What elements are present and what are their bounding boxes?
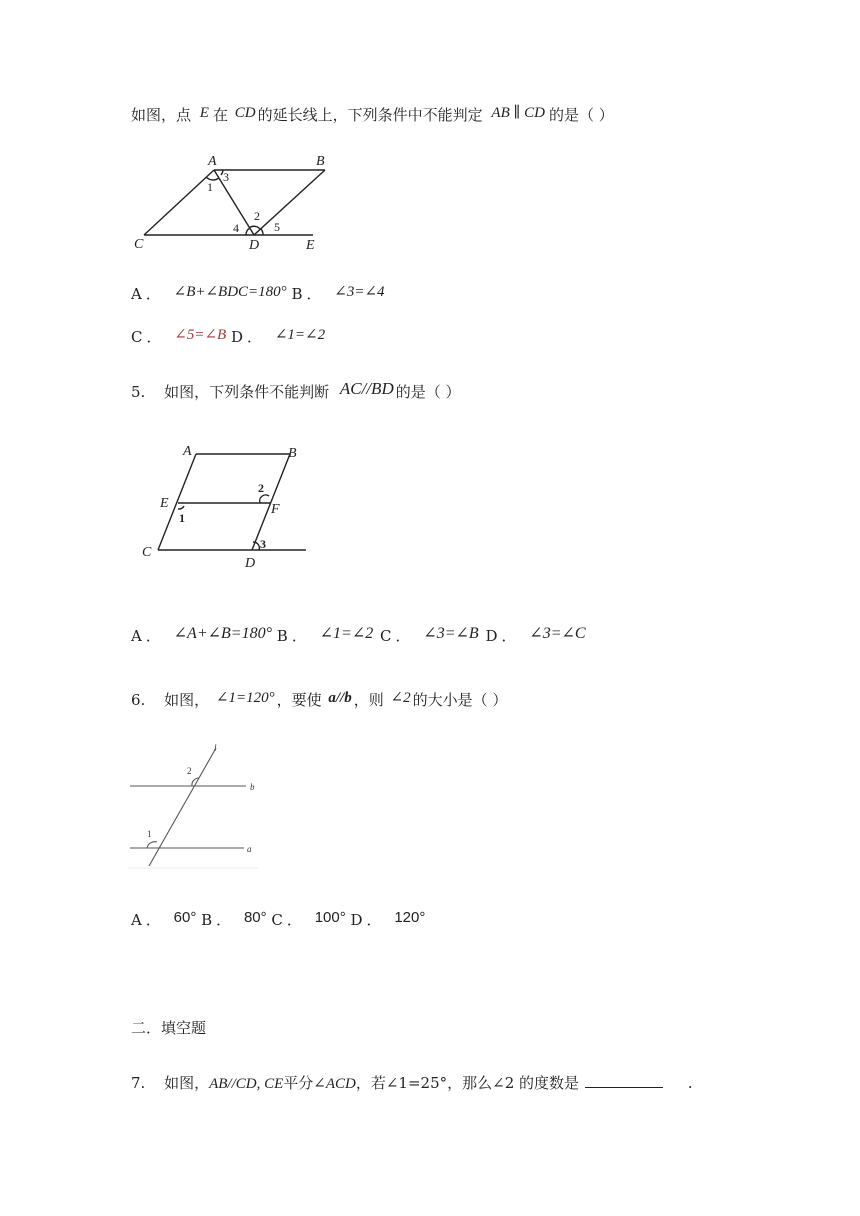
q4-label-1: 1 [207, 180, 213, 194]
q4-figure [128, 150, 338, 252]
q5-label-3: 3 [260, 537, 266, 551]
q4-stem: 如图，点 E 在 CD 的延长线上，下列条件中不能判定 AB ∥ CD 的是（ ） [131, 105, 614, 124]
q5-arc-1 [178, 506, 184, 509]
q6-options: A ． 60° B ． 80° C ． 100° D ． 120° [131, 909, 426, 929]
q4-arc-4 [246, 228, 250, 235]
q6-label-a: a [247, 844, 252, 854]
q4-arc-5 [261, 229, 263, 235]
q4-label-d: D [249, 238, 260, 252]
q5-label-2: 2 [258, 481, 264, 495]
q6-label-l: l [214, 743, 217, 753]
q4-label-e: E [306, 238, 315, 252]
q4-line-bd [254, 170, 325, 235]
q6-label-1: 1 [147, 829, 152, 839]
q4-label-c: C [134, 237, 144, 252]
q5-label-b: B [288, 446, 297, 461]
q4-line-ca [144, 170, 214, 235]
q4-label-4: 4 [233, 221, 239, 235]
q5-label-d: D [245, 556, 256, 571]
q5-label-f: F [271, 502, 280, 517]
q6-label-2: 2 [187, 766, 192, 776]
q6-arc-1 [147, 842, 157, 848]
q6-figure [128, 742, 262, 870]
q5-label-e: E [160, 496, 169, 511]
q5-label-c: C [142, 545, 152, 560]
q5-arc-2 [260, 495, 269, 503]
q5-options: A ． ∠A+∠B=180° B ． ∠1=∠2 C ． ∠3=∠B D ． ∠3=∠C [131, 625, 586, 645]
q4-options-row2: C ． ∠5=∠B D ． ∠1=∠2 [131, 327, 326, 346]
q4-label-3: 3 [223, 170, 229, 184]
q4-label-b: B [316, 154, 325, 169]
q7-answer-blank[interactable] [585, 1075, 663, 1088]
q7-stem: 7. 如图，AB//CD, CE平分∠ACD，若∠1=25°，那么∠2 的度数是 . [131, 1074, 693, 1092]
q4-label-5: 5 [274, 220, 280, 234]
q5-stem: 5. 如图，下列条件不能判断 AC//BD 的是（ ） [131, 379, 461, 401]
section-title-fill-blank: 二．填空题 [131, 1019, 207, 1037]
q5-figure [138, 440, 310, 572]
q5-label-1: 1 [179, 511, 185, 525]
q5-label-a: A [183, 444, 192, 459]
q4-label-2: 2 [254, 209, 260, 223]
q6-label-b: b [250, 782, 255, 792]
q4-label-a: A [208, 154, 217, 169]
q4-options-row1: A ． ∠B+∠BDC=180° B ． ∠3=∠4 [131, 284, 385, 303]
q6-stem: 6. 如图， ∠1=120° ，要使 a//b ，则 ∠2 的大小是（ ） [131, 690, 508, 709]
